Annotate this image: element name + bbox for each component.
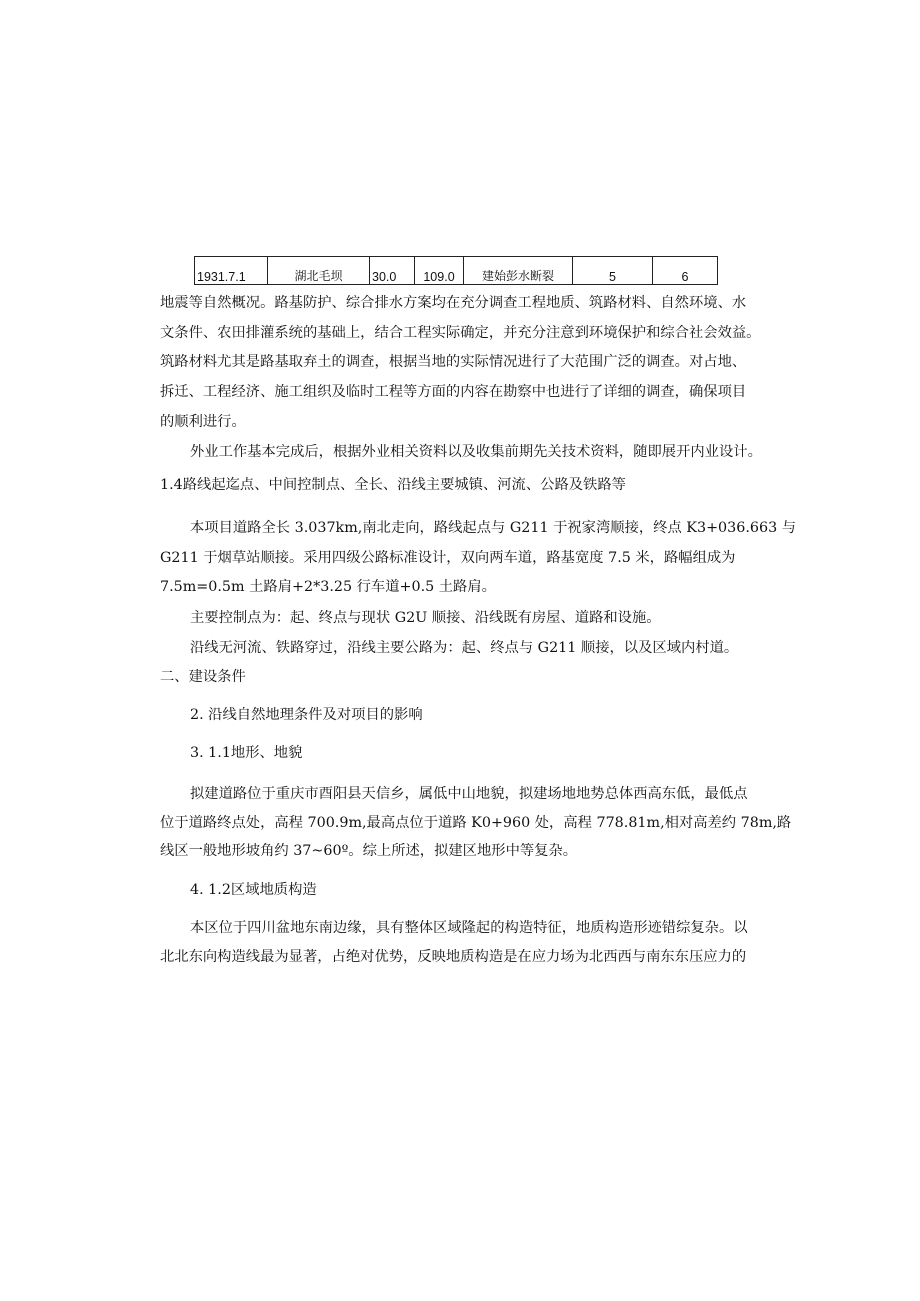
paragraph-line: 的顺利进行。 — [160, 414, 246, 430]
table-cell-location: 湖北毛坝 — [268, 257, 370, 285]
paragraph-line: 地震等自然概况。路基防护、综合排水方案均在充分调查工程地质、筑路材料、自然环境、水 — [160, 295, 747, 311]
paragraph-line: 位于道路终点处，高程 700.9m,最高点位于道路 K0+960 处，高程 778.81m,相对高差约 78m,路 — [160, 815, 792, 831]
table-cell-intensity: 6 — [653, 257, 718, 285]
paragraph-line: 沿线无河流、铁路穿过，沿线主要公路为：起、终点与 G211 顺接，以及区域内村道。 — [190, 640, 739, 656]
earthquake-table — [194, 256, 718, 285]
paragraph-line: 外业工作基本完成后，根据外业相关资料以及收集前期先关技术资料，随即展开内业设计。 — [190, 444, 762, 460]
paragraph-line: 筑路材料尤其是路基取弃土的调查，根据当地的实际情况进行了大范围广泛的调查。对占地、 — [160, 354, 747, 370]
paragraph-line: G211 于烟草站顺接。采用四级公路标准设计，双向两车道，路基宽度 7.5 米，路幅组成为 — [160, 550, 736, 566]
paragraph-line: 本区位于四川盆地东南边缘，具有整体区域隆起的构造特征，地质构造形迹错综复杂。以 — [190, 920, 748, 936]
section-heading: 1.4路线起迄点、中间控制点、全长、沿线主要城镇、河流、公路及铁路等 — [160, 477, 626, 493]
subsection-heading: 2. 沿线自然地理条件及对项目的影响 — [190, 707, 423, 723]
paragraph-line: 本项目道路全长 3.037km,南北走向，路线起点与 G211 于祝家湾顺接，终点 K3+036.663 与 — [190, 520, 797, 536]
table-cell-fault: 建始彭水断裂 — [464, 257, 573, 285]
paragraph-line: 线区一般地形坡角约 37~60º。综上所述，拟建区地形中等复杂。 — [160, 843, 578, 859]
paragraph-line: 拆迁、工程经济、施工组织及临时工程等方面的内容在勘察中也进行了详细的调查，确保项目 — [160, 384, 747, 400]
table-cell-lat: 30.0 — [370, 257, 415, 285]
table-row — [195, 257, 718, 285]
subsection-heading: 3. 1.1地形、地貌 — [190, 745, 303, 761]
paragraph-line: 主要控制点为：起、终点与现状 G2U 顺接、沿线既有房屋、道路和设施。 — [190, 610, 661, 626]
section-heading: 二、建设条件 — [160, 669, 246, 685]
paragraph-line: 北北东向构造线最为显著，占绝对优势，反映地质构造是在应力场为北西西与南东东压应力的 — [160, 949, 747, 965]
subsection-heading: 4. 1.2区域地质构造 — [190, 882, 317, 898]
table-cell-lon: 109.0 — [415, 257, 464, 285]
table-cell-date: 1931.7.1 — [195, 257, 268, 285]
paragraph-line: 拟建道路位于重庆市酉阳县天信乡，属低中山地貌，拟建场地地势总体西高东低，最低点 — [190, 786, 748, 802]
table-cell-magnitude: 5 — [573, 257, 653, 285]
paragraph-line: 7.5m=0.5m 土路肩+2*3.25 行车道+0.5 土路肩。 — [160, 579, 496, 595]
paragraph-line: 文条件、农田排灌系统的基础上，结合工程实际确定，并充分注意到环境保护和综合社会效益。 — [160, 325, 761, 341]
